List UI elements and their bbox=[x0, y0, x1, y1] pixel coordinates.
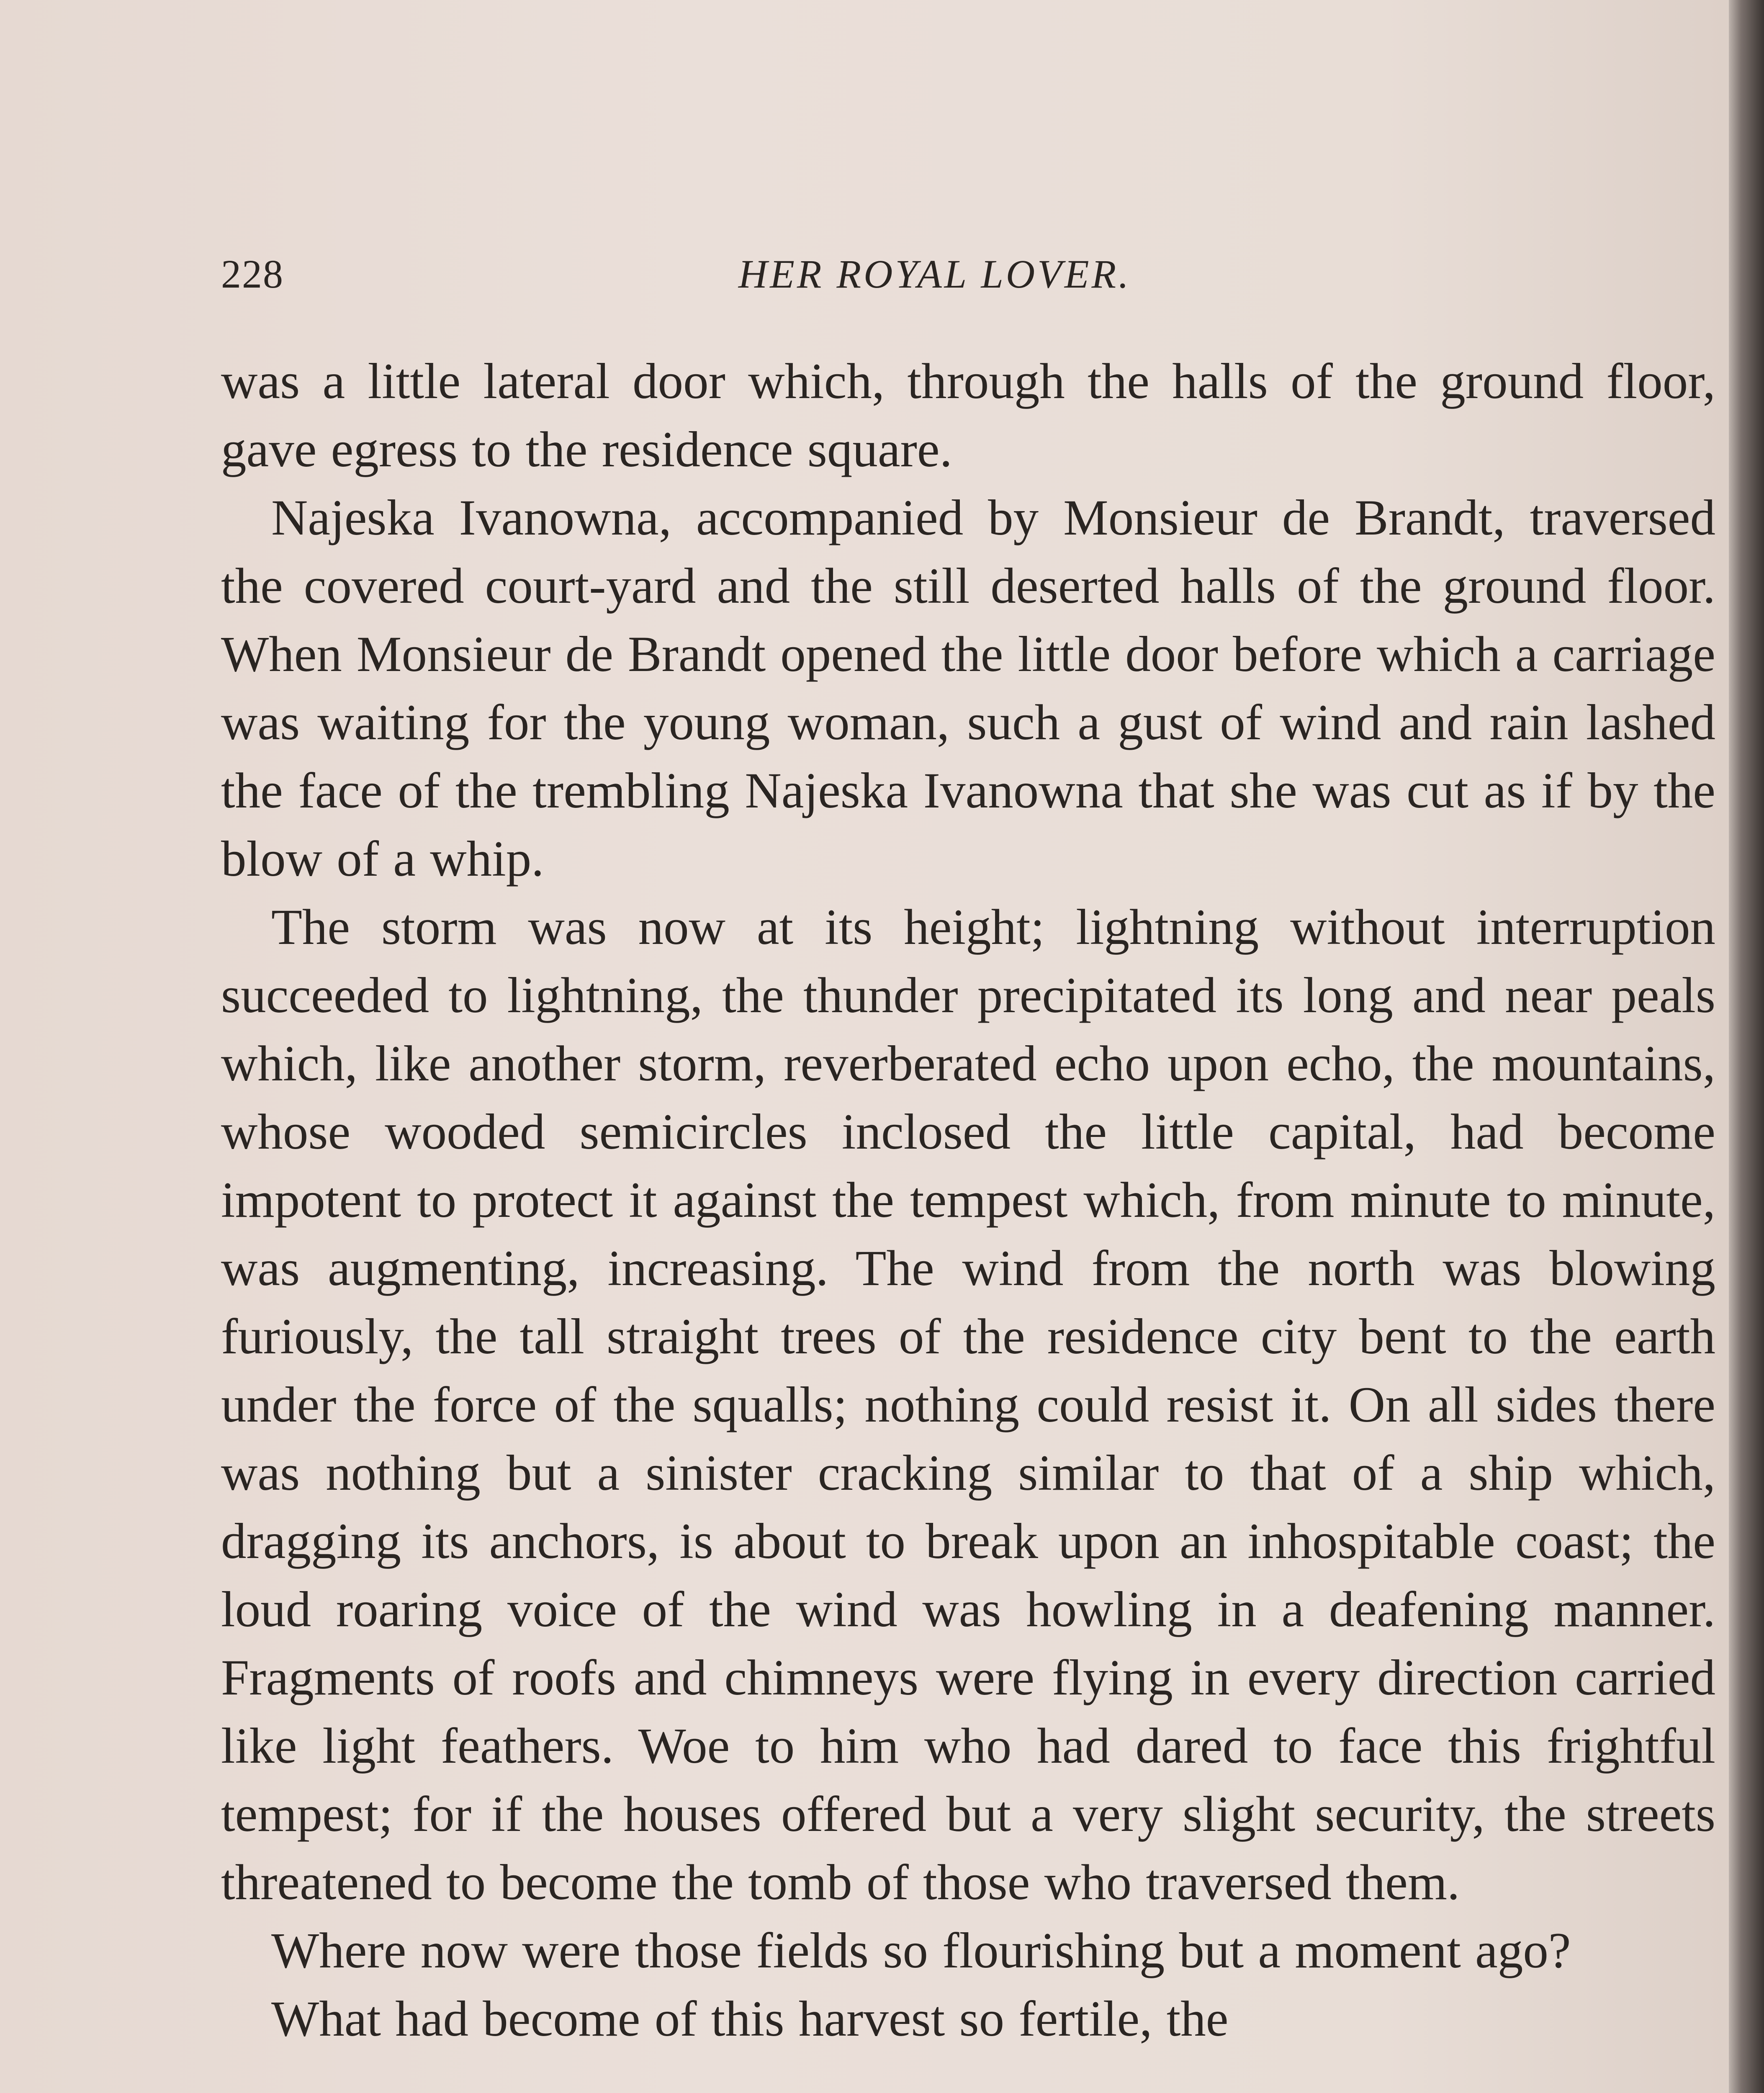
running-title: HER ROYAL LOVER. bbox=[738, 252, 1131, 296]
page-edge-shadow bbox=[1729, 0, 1764, 2093]
page-header bbox=[221, 243, 1648, 306]
paragraph: The storm was now at its height; lightning without interruption succeeded to lightning, the thunder precipitated its long and near peals which, like another storm, reverberated echo upon echo, the mountains, whose wooded semicircles inclosed the little capital, had become impotent to protect it against the tempest which, from minute to minute, was augmenting, increasing. The wind from the north was blowing furiously, the tall straight trees of the residence city bent to the earth under the force of the squalls; nothing could resist it. On all sides there was nothing but a sinister cracking similar to that of a ship which, dragging its anchors, is about to break upon an inhospitable coast; the loud roaring voice of the wind was howling in a deafening manner. Fragments of roofs and chimneys were flying in every direction carried like light feathers. Woe to him who had dared to face this frightful tempest; for if the houses offered but a very slight security, the streets threatened to become the tomb of those who traversed them. bbox=[221, 899, 1715, 1910]
body-text bbox=[221, 347, 1715, 2053]
paragraph: What had become of this harvest so fertile, the bbox=[271, 1991, 1229, 2047]
paragraph: Where now were those fields so flourishing but a moment ago? bbox=[271, 1923, 1571, 1979]
paragraph-continued: was a little lateral door which, through the halls of the ground floor, gave egress to the residence square. bbox=[221, 353, 1715, 478]
page-number: 228 bbox=[221, 252, 284, 296]
paragraph: Najeska Ivanowna, accompanied by Monsieur de Brandt, traversed the covered court-yard and the still deserted halls of the ground floor. When Monsieur de Brandt opened the little door before which a carriage was waiting for the young woman, such a gust of wind and rain lashed the face of the trembling Najeska Ivanowna that she was cut as if by the blow of a whip. bbox=[221, 490, 1715, 887]
